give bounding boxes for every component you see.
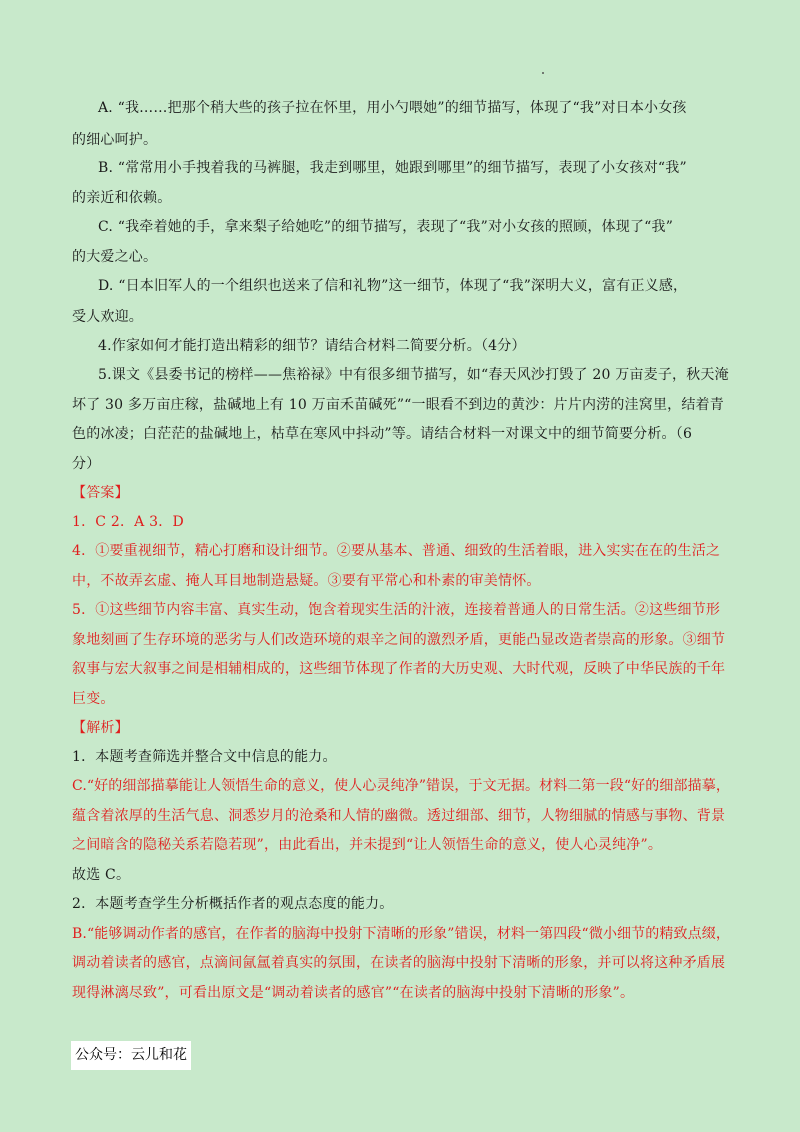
analysis-heading: 【解析】 [72,720,129,736]
analysis-1-title: 1．本题考查筛选并整合文中信息的能力。 [72,749,337,765]
option-c-line-2: 的大爱之心。 [72,249,158,265]
analysis-1-line-3: 之间暗含的隐秘关系若隐若现”，由此看出，并未提到“让人领悟生命的意义，使人心灵纯净”。 [72,837,663,853]
option-b-line-2: 的亲近和依赖。 [72,190,172,206]
footer-label: 公众号：云儿和花 [71,1041,191,1070]
analysis-2-line-3: 现得淋漓尽致”，可看出原文是“调动着读者的感官”“在读者的脑海中投射下清晰的形象”。 [72,985,635,1001]
answer-5-line-2: 象地刻画了生存环境的恶劣与人们改造环境的艰辛之间的激烈矛盾，更能凸显改造者崇高的形象。③细节 [72,632,726,648]
stray-dot [542,72,544,74]
option-c-line-1: C. “我牵着她的手，拿来梨子给她吃”的细节描写，表现了“我”对小女孩的照顾，体现了“我” [98,219,674,235]
answer-4-line-1: 4．①要重视细节，精心打磨和设计细节。②要从基本、普通、细致的生活着眼，进入实实在在的生活之 [72,543,721,559]
question-5-line-4: 分） [72,456,101,472]
analysis-1-line-1: C.“好的细部描摹能让人领悟生命的意义，使人心灵纯净”错误，于文无据。材料二第一段“好的细部描摹， [72,778,730,794]
answer-5-line-3: 叙事与宏大叙事之间是相辅相成的，这些细节体现了作者的大历史观、大时代观，反映了中华民族的千年 [72,661,726,677]
answer-choices: 1．C 2．A 3．D [72,514,184,530]
answer-4-line-2: 中，不故弄玄虚、掩人耳目地制造悬疑。③要有平常心和朴素的审美情怀。 [72,573,541,589]
question-5-line-1: 5.课文《县委书记的榜样——焦裕禄》中有很多细节描写，如“春天风沙打毁了 20 万亩麦子，秋天淹 [98,367,729,383]
question-5-line-2: 坏了 30 多万亩庄稼，盐碱地上有 10 万亩禾苗碱死”“一眼看不到边的黄沙：片片内涝的洼窝里，结着青 [72,397,724,413]
analysis-2-title: 2．本题考查学生分析概括作者的观点态度的能力。 [72,896,394,912]
question-4: 4.作家如何才能打造出精彩的细节？请结合材料二简要分析。（4分） [98,338,526,354]
analysis-1-conclusion: 故选 C。 [72,867,131,883]
option-b-line-1: B. “常常用小手拽着我的马裤腿，我走到哪里，她跟到哪里”的细节描写，表现了小女孩对“我” [98,160,687,176]
question-5-line-3: 色的冰凌；白茫茫的盐碱地上，枯草在寒风中抖动”等。请结合材料一对课文中的细节简要分析。（6 [72,426,693,442]
answer-heading: 【答案】 [72,485,129,501]
analysis-1-line-2: 蕴含着浓厚的生活气息、洞悉岁月的沧桑和人情的幽微。透过细部、细节，人物细腻的情感与事物、背景 [72,808,726,824]
analysis-2-line-1: B.“能够调动作者的感官，在作者的脑海中投射下清晰的形象”错误，材料一第四段“微小细节的精致点缀， [72,926,731,942]
option-d-line-1: D. “日本旧军人的一个组织也送来了信和礼物”这一细节，体现了“我”深明大义，富有正义感， [98,278,688,294]
analysis-2-line-2: 调动着读者的感官，点滴间氤氲着真实的氛围，在读者的脑海中投射下清晰的形象，并可以将这种矛盾展 [72,955,726,971]
option-a-line-1: A. “我……把那个稍大些的孩子拉在怀里，用小勺喂她”的细节描写，体现了“我”对日本小女孩 [98,100,687,116]
answer-5-line-4: 巨变。 [72,691,115,707]
answer-5-line-1: 5．①这些细节内容丰富、真实生动，饱含着现实生活的汁液，连接着普通人的日常生活。②这些细节形 [72,602,721,618]
option-a-line-2: 的细心呵护。 [72,132,158,148]
option-d-line-2: 受人欢迎。 [72,309,143,325]
